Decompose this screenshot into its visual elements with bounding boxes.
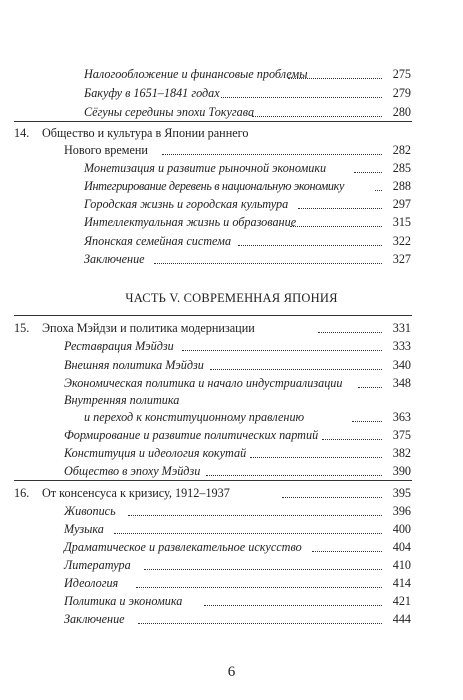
chapter-page: 282 — [392, 143, 411, 157]
toc-entry — [0, 355, 463, 375]
toc-entry-page: 414 — [392, 576, 411, 590]
toc-entry — [0, 83, 463, 103]
toc-entry-page: 382 — [392, 446, 411, 460]
dot-leader — [154, 263, 382, 264]
toc-entry — [0, 64, 463, 84]
dot-leader — [290, 226, 382, 227]
toc-entry — [0, 573, 463, 593]
toc-entry-title: Политика и экономика — [64, 594, 183, 608]
dot-leader — [312, 551, 382, 552]
toc-entry — [0, 425, 463, 445]
toc-entry-title: Живопись — [64, 504, 116, 518]
toc-entry-title: Общество в эпоху Мэйдзи — [64, 464, 201, 478]
chapter-title: От консенсуса к кризису, 1912–1937 — [42, 486, 230, 500]
chapter-title: Эпоха Мэйдзи и политика модернизации — [42, 321, 255, 335]
toc-entry-page: 327 — [392, 252, 411, 266]
toc-entry-title: Внутренняя политика — [64, 393, 180, 407]
dot-leader — [128, 515, 382, 516]
toc-entry-page: 363 — [392, 410, 411, 424]
dot-leader — [282, 497, 382, 498]
toc-entry-title: Литература — [64, 558, 131, 572]
toc-entry-page: 322 — [392, 234, 411, 248]
chapter-heading — [0, 318, 463, 338]
toc-entry-page: 285 — [392, 161, 411, 175]
chapter-title-continued: Нового времени — [64, 143, 148, 157]
chapter-divider — [14, 121, 412, 122]
toc-entry-title: Бакуфу в 1651–1841 годах — [84, 86, 220, 100]
chapter-heading-continued — [0, 140, 463, 160]
dot-leader — [322, 439, 382, 440]
dot-leader — [162, 154, 382, 155]
toc-entry-title: Конституция и идеология кокутай — [64, 446, 247, 460]
dot-leader — [136, 587, 382, 588]
toc-entry — [0, 519, 463, 539]
toc-entry-page: 333 — [392, 339, 411, 353]
toc-entry-page: 275 — [392, 67, 411, 81]
dot-leader — [138, 623, 382, 624]
dot-leader — [252, 116, 382, 117]
toc-entry-page: 400 — [392, 522, 411, 536]
toc-entry-title: Экономическая политика и начало индустриализации — [64, 376, 343, 390]
toc-entry-title: Драматическое и развлекательное искусство — [64, 540, 302, 554]
chapter-heading — [0, 483, 463, 503]
toc-entry — [0, 609, 463, 629]
toc-entry-title-continued: и переход к конституционному правлению — [84, 410, 305, 424]
toc-entry-page: 444 — [392, 612, 411, 626]
toc-entry — [0, 158, 463, 178]
toc-entry-title: Монетизация и развитие рыночной экономики — [84, 161, 327, 175]
toc-entry-page: 280 — [392, 105, 411, 119]
toc-entry — [0, 537, 463, 557]
toc-entry-title: Налогообложение и финансовые проблемы — [84, 67, 308, 81]
toc-entry-page: 279 — [392, 86, 411, 100]
toc-entry — [0, 194, 463, 214]
dot-leader — [288, 78, 382, 79]
dot-leader — [210, 369, 382, 370]
toc-entry-title: Интегрирование деревень в национальную экономику — [84, 179, 345, 193]
toc-entry — [0, 249, 463, 269]
toc-entry — [0, 501, 463, 521]
dot-leader — [221, 97, 382, 98]
toc-entry-title: Внешняя политика Мэйдзи — [64, 358, 204, 372]
dot-leader — [204, 605, 382, 606]
toc-entry — [0, 591, 463, 611]
chapter-divider — [14, 315, 412, 316]
chapter-title: Общество и культура в Японии раннего — [42, 126, 249, 140]
toc-entry-page: 348 — [392, 376, 411, 390]
toc-entry-title: Формирование и развитие политических партий — [64, 428, 319, 442]
toc-entry — [0, 461, 463, 481]
toc-entry-title: Сёгуны середины эпохи Токугава — [84, 105, 255, 119]
toc-entry-page: 288 — [392, 179, 411, 193]
toc-entry-page: 404 — [392, 540, 411, 554]
toc-entry-title: Заключение — [64, 612, 125, 626]
dot-leader — [182, 350, 382, 351]
toc-entry-title: Реставрация Мэйдзи — [64, 339, 174, 353]
toc-entry-title: Городская жизнь и городская культура — [84, 197, 289, 211]
toc-entry — [0, 407, 463, 427]
toc-entry-page: 390 — [392, 464, 411, 478]
toc-entry-page: 396 — [392, 504, 411, 518]
toc-entry-page: 375 — [392, 428, 411, 442]
chapter-number: 14. — [14, 126, 30, 140]
chapter-page: 395 — [392, 486, 411, 500]
toc-entry — [0, 176, 463, 196]
toc-entry-title: Заключение — [84, 252, 145, 266]
toc-entry — [0, 102, 463, 122]
toc-entry-page: 315 — [392, 215, 411, 229]
toc-entry — [0, 336, 463, 356]
chapter-page: 331 — [392, 321, 411, 335]
toc-entry — [0, 231, 463, 251]
toc-entry-title: Японская семейная система — [84, 234, 232, 248]
dot-leader — [318, 332, 382, 333]
toc-entry-page: 297 — [392, 197, 411, 211]
toc-entry-title: Идеология — [64, 576, 119, 590]
dot-leader — [298, 208, 382, 209]
chapter-divider — [14, 480, 412, 481]
dot-leader — [250, 457, 382, 458]
chapter-number: 15. — [14, 321, 30, 335]
toc-entry — [0, 443, 463, 463]
part-heading: ЧАСТЬ V. СОВРЕМЕННАЯ ЯПОНИЯ — [125, 291, 338, 305]
toc-entry-title: Музыка — [64, 522, 104, 536]
chapter-number: 16. — [14, 486, 30, 500]
toc-entry-page: 410 — [392, 558, 411, 572]
toc-entry-page: 421 — [392, 594, 411, 608]
dot-leader — [144, 569, 382, 570]
toc-entry — [0, 555, 463, 575]
dot-leader — [206, 475, 382, 476]
page-number: 6 — [227, 664, 236, 680]
toc-entry — [0, 212, 463, 232]
toc-entry-page: 340 — [392, 358, 411, 372]
dot-leader — [114, 533, 382, 534]
toc-entry-title: Интеллектуальная жизнь и образование — [84, 215, 297, 229]
dot-leader — [238, 245, 382, 246]
